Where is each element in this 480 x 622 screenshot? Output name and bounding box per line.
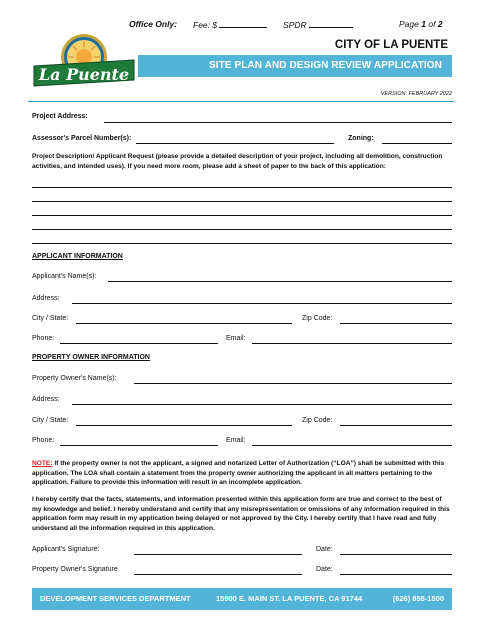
- owner-signature-line[interactable]: [134, 574, 302, 575]
- owner-address-line[interactable]: [72, 404, 452, 405]
- certification-paragraph: I hereby certify that the facts, statements, and information presented within this application form are true and correct to the best of my knowledge and belief. I hereby understand and certify that any misrepresentation or omissions of any information required in this application form may result in my application being delayed or not approved by the City. I hereby certify that I have read and fully understand all the information required in this application.: [32, 496, 450, 532]
- applicant-names-line[interactable]: [108, 281, 452, 282]
- fee-label: Fee: $: [193, 20, 218, 30]
- la-puente-logo: [30, 30, 138, 96]
- owner-date-line[interactable]: [340, 574, 452, 575]
- form-title: SITE PLAN AND DESIGN REVIEW APPLICATION: [209, 60, 442, 71]
- owner-address-label: Address:: [32, 396, 60, 403]
- header-divider: [28, 101, 454, 102]
- owner-info-heading: PROPERTY OWNER INFORMATION: [32, 354, 150, 361]
- footer-phone: (626) 855-1500: [392, 594, 444, 603]
- note-paragraph: [32, 459, 452, 488]
- description-line[interactable]: [32, 187, 452, 188]
- applicant-signature-label: Applicant's Signature:: [32, 546, 100, 553]
- applicant-city-state-label: City / State:: [32, 315, 69, 322]
- footer-address: 15900 E. MAIN ST. LA PUENTE, CA 91744: [216, 594, 363, 603]
- page-indicator: Page 1 of 2: [399, 19, 443, 29]
- fee-field[interactable]: [193, 19, 267, 30]
- applicant-address-label: Address:: [32, 295, 60, 302]
- owner-phone-label: Phone:: [32, 437, 55, 444]
- owner-zip-label: Zip Code:: [302, 417, 333, 424]
- spdr-input-line[interactable]: [309, 19, 353, 28]
- applicant-date-label: Date:: [316, 546, 333, 553]
- spdr-field[interactable]: [283, 19, 353, 30]
- description-line[interactable]: [32, 215, 452, 216]
- parcel-number-line[interactable]: [136, 143, 334, 144]
- owner-names-line[interactable]: [134, 383, 452, 384]
- spdr-label: SPDR: [283, 20, 307, 30]
- city-name: CITY OF LA PUENTE: [334, 39, 448, 51]
- applicant-email-label: Email:: [226, 335, 246, 342]
- owner-email-line[interactable]: [252, 445, 452, 446]
- applicant-signature-line[interactable]: [134, 554, 302, 555]
- owner-names-label: Property Owner's Name(s):: [32, 375, 117, 382]
- applicant-date-line[interactable]: [340, 554, 452, 555]
- owner-city-state-line[interactable]: [76, 425, 292, 426]
- zoning-label: Zoning:: [348, 135, 374, 142]
- owner-signature-label: Property Owner's Signature: [32, 566, 118, 573]
- title-banner: [138, 55, 452, 77]
- fee-input-line[interactable]: [219, 19, 267, 28]
- applicant-zip-line[interactable]: [340, 323, 452, 324]
- project-description-label: Project Description/ Applicant Request (please provide a detailed description of your project, including all demolition, construction activities, and intended uses). If you need more room, please add a sheet of paper to the back of this application:: [32, 153, 443, 170]
- parcel-number-label: Assessor's Parcel Number(s):: [32, 135, 132, 142]
- page-total: 2: [437, 19, 443, 29]
- description-line[interactable]: [32, 243, 452, 244]
- owner-phone-line[interactable]: [60, 445, 218, 446]
- page-number: 1: [421, 19, 426, 29]
- owner-city-state-label: City / State:: [32, 417, 69, 424]
- applicant-city-state-line[interactable]: [76, 323, 292, 324]
- logo-text: La Puente: [38, 65, 130, 84]
- owner-email-label: Email:: [226, 437, 246, 444]
- applicant-phone-line[interactable]: [60, 343, 218, 344]
- description-line[interactable]: [32, 229, 452, 230]
- applicant-names-label: Applicant's Name(s):: [32, 273, 97, 280]
- project-address-label: Project Address:: [32, 113, 88, 120]
- applicant-address-line[interactable]: [72, 303, 452, 304]
- applicant-info-heading: APPLICANT INFORMATION: [32, 253, 123, 260]
- applicant-phone-label: Phone:: [32, 335, 55, 342]
- applicant-zip-label: Zip Code:: [302, 315, 333, 322]
- owner-zip-line[interactable]: [340, 425, 452, 426]
- office-only-label: Office Only:: [129, 19, 178, 29]
- footer-department: DEVELOPMENT SERVICES DEPARTMENT: [40, 594, 191, 603]
- owner-date-label: Date:: [316, 566, 333, 573]
- note-label: NOTE:: [32, 460, 53, 467]
- note-text: If the property owner is not the applicant, a signed and notarized Letter of Authorization (“LOA”) shall be submitted with this application. The LOA shall contain a statement from the property owner authorizing the applicant in all matters pertaining to the application. Failure to provide this information will result in an incomplete application.: [32, 460, 445, 487]
- version-label: VERSION: FEBRUARY 2022: [380, 91, 452, 97]
- description-line[interactable]: [32, 201, 452, 202]
- footer-bar: [32, 588, 452, 610]
- applicant-email-line[interactable]: [252, 343, 452, 344]
- project-address-line[interactable]: [104, 122, 452, 123]
- zoning-line[interactable]: [382, 143, 452, 144]
